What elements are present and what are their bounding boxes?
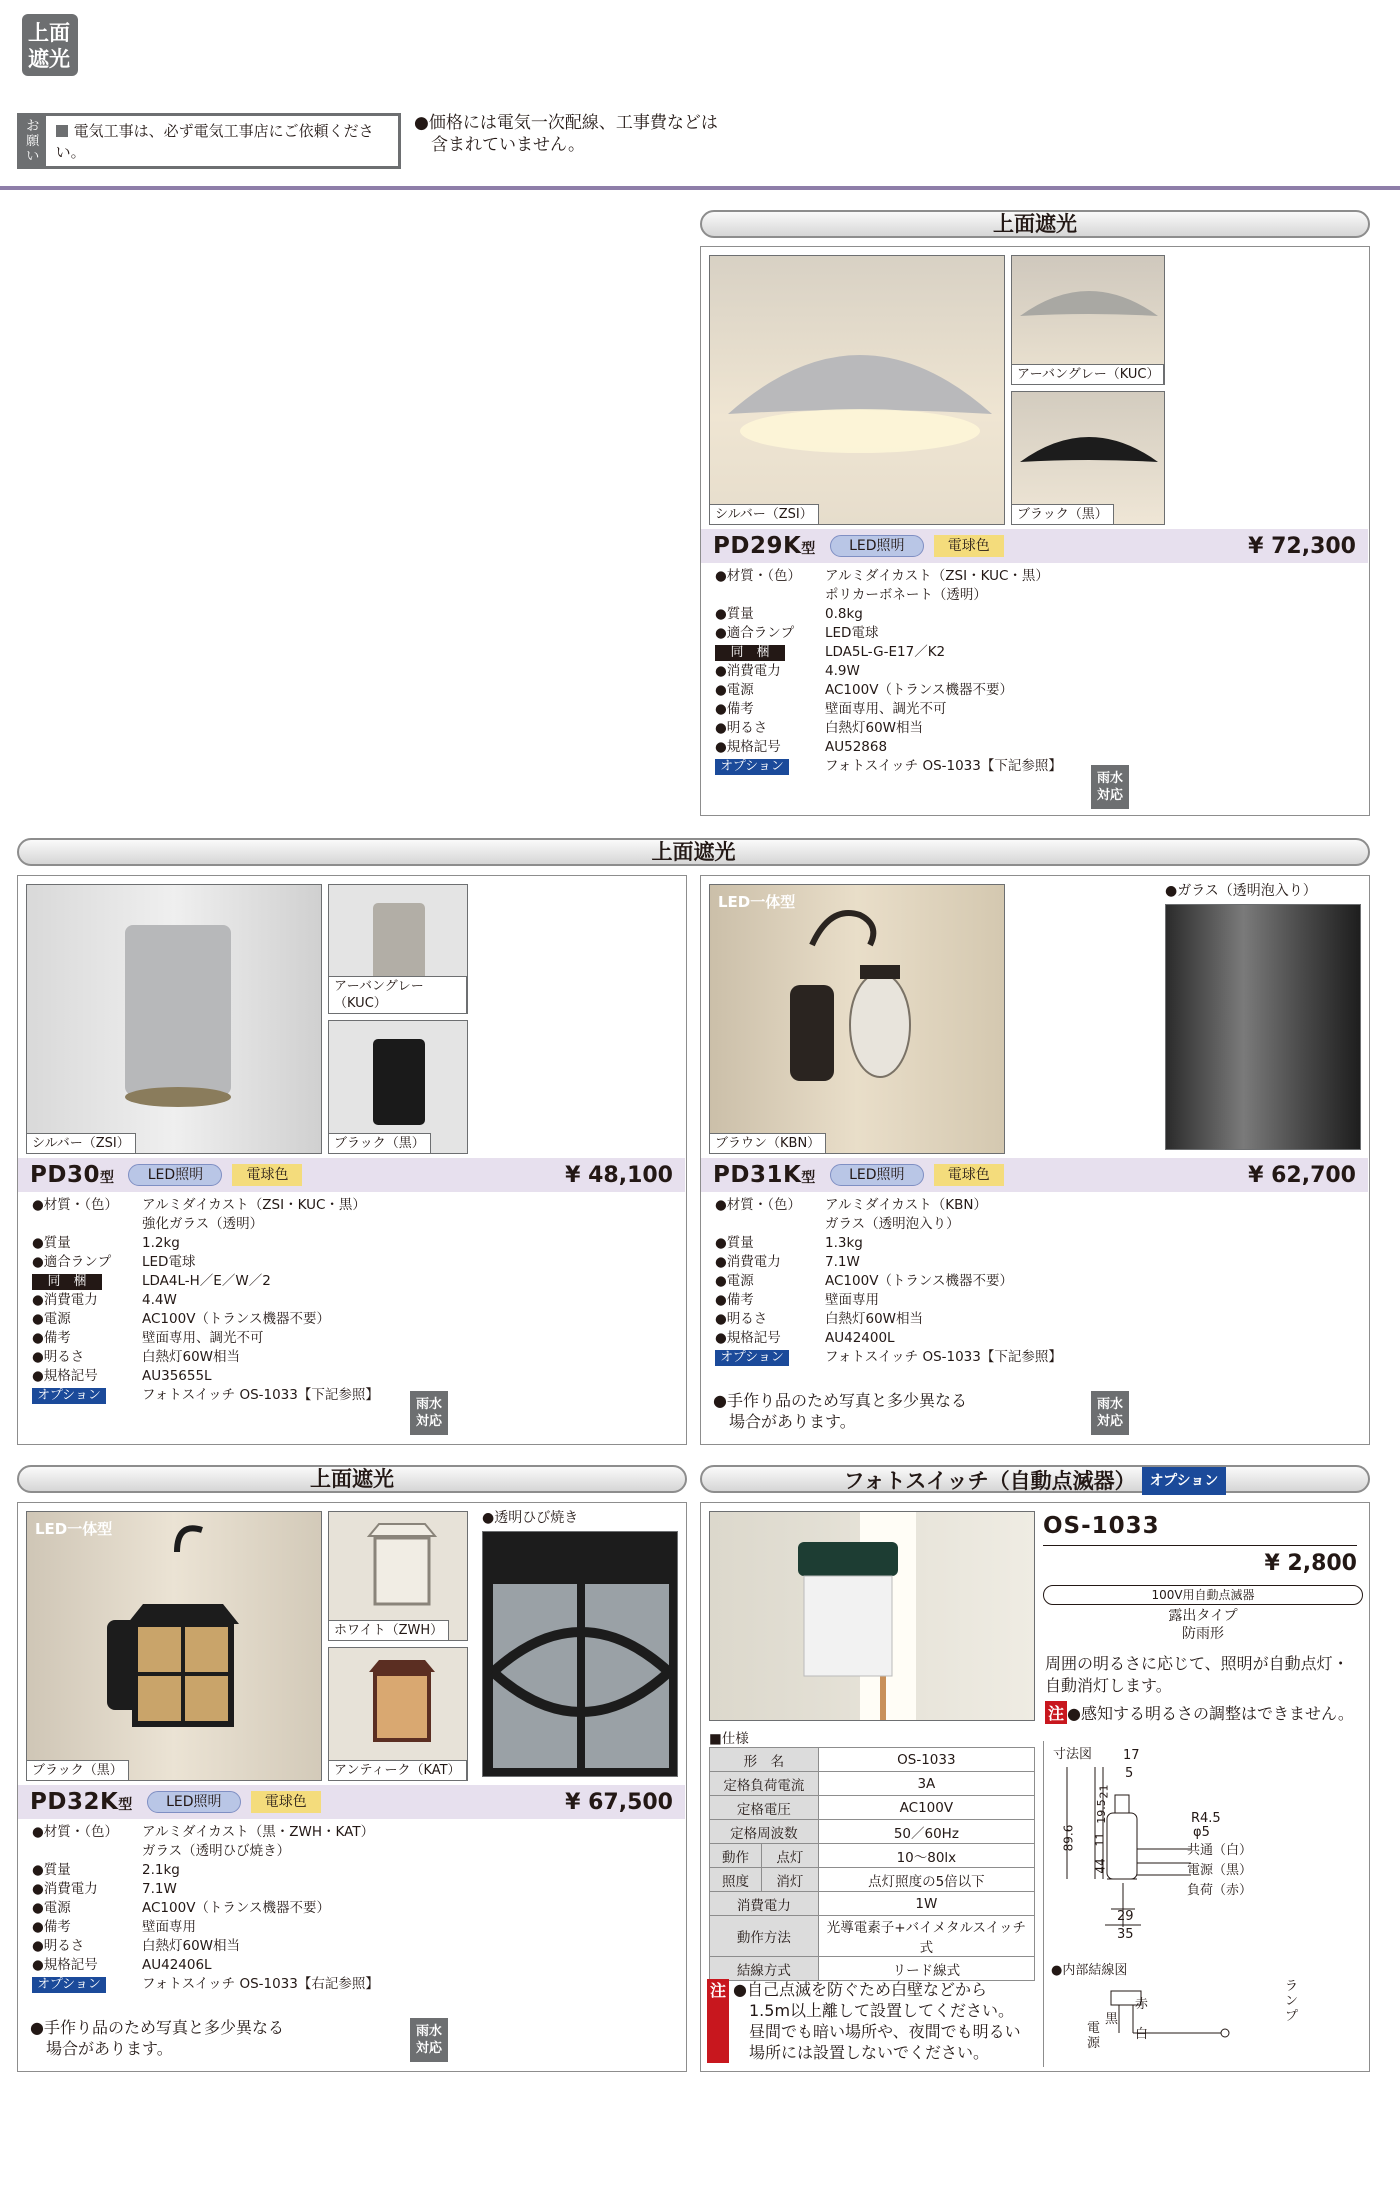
spec-key: ●電源 bbox=[715, 1273, 754, 1289]
spec-row bbox=[715, 1234, 1155, 1253]
wire-list bbox=[1187, 1841, 1252, 1901]
spec-row bbox=[32, 1291, 472, 1310]
spec-key: ●規格記号 bbox=[715, 1330, 781, 1346]
spec-key: ●明るさ bbox=[715, 720, 768, 736]
lamp-dome-icon bbox=[710, 256, 1005, 525]
spec-row bbox=[715, 1272, 1155, 1291]
caution-mark: 注 bbox=[707, 1979, 729, 2063]
table-row bbox=[710, 1868, 1035, 1892]
spec-value: 2.1kg bbox=[142, 1862, 180, 1878]
spec-row bbox=[715, 643, 1155, 662]
spec-value: 4.9W bbox=[825, 663, 860, 679]
photo-pd29k-silver bbox=[709, 255, 1005, 525]
spec-key: ●明るさ bbox=[32, 1938, 85, 1954]
table-header-cell: 点灯 bbox=[762, 1844, 819, 1868]
table-header-cell: 消費電力 bbox=[710, 1892, 819, 1916]
spec-key: ●材質・（色） bbox=[32, 1824, 119, 1840]
handmade-note: ●手作り品のため写真と多少異なる 場合があります。 bbox=[713, 1391, 967, 1431]
photo-pd32k-black bbox=[26, 1511, 322, 1781]
table-cell: 10～80lx bbox=[818, 1844, 1034, 1868]
model-name: PD29K bbox=[713, 533, 802, 559]
spec-key: ●規格記号 bbox=[32, 1957, 98, 1973]
section-band-middle: 上面遮光 bbox=[17, 838, 1370, 866]
product-head: PD32K型 LED照明 電球色 ¥ 67,500 bbox=[18, 1785, 685, 1819]
rain-badge: 雨水 対応 bbox=[410, 2018, 448, 2062]
spec-value: 白熱灯60W相当 bbox=[825, 720, 924, 736]
spec-value: 4.4W bbox=[142, 1292, 177, 1308]
wiring-diagram bbox=[1101, 1981, 1301, 2061]
spec-row bbox=[32, 1956, 472, 1975]
wire-white: 白 bbox=[1135, 2027, 1149, 2042]
wiring-title: ●内部結線図 bbox=[1051, 1963, 1128, 1978]
spec-row bbox=[32, 1937, 472, 1956]
spec-row bbox=[32, 1367, 472, 1386]
spec-key: ●備考 bbox=[32, 1330, 71, 1346]
caption: ブラック（黒） bbox=[329, 1133, 431, 1153]
bulb-color-badge: 電球色 bbox=[232, 1164, 302, 1186]
spec-key: ●消費電力 bbox=[715, 663, 781, 679]
product-head: PD29K型 LED照明 電球色 ¥ 72,300 bbox=[701, 529, 1368, 563]
handmade-note: ●手作り品のため写真と多少異なる 場合があります。 bbox=[30, 2018, 284, 2058]
spec-row bbox=[715, 1329, 1155, 1348]
caption: アンティーク（KAT） bbox=[329, 1760, 467, 1780]
photo-pd32k-antique bbox=[328, 1647, 468, 1781]
spec-value: 白熱灯60W相当 bbox=[142, 1349, 241, 1365]
spec-list bbox=[32, 1196, 472, 1405]
spec-key: ●明るさ bbox=[32, 1349, 85, 1365]
panel-os1033 bbox=[700, 1502, 1370, 2072]
caution-mark: 注 bbox=[1045, 1701, 1067, 1724]
caption: アーバングレー（KUC） bbox=[329, 976, 467, 1013]
spec-row bbox=[32, 1861, 472, 1880]
spec-value: アルミダイカスト（ZSI・KUC・黒） ポリカーボネート（透明） bbox=[825, 568, 1049, 603]
spec-key: 同 梱 bbox=[32, 1274, 102, 1290]
spec-value: 1.3kg bbox=[825, 1235, 863, 1251]
lantern-icon bbox=[27, 1512, 322, 1781]
spec-key: オプション bbox=[715, 759, 789, 775]
table-row bbox=[710, 1916, 1035, 1957]
spec-row bbox=[715, 700, 1155, 719]
dim-21: 21 bbox=[1097, 1784, 1111, 1799]
spec-key: ●質量 bbox=[715, 1235, 754, 1251]
product-head: PD31K型 LED照明 電球色 ¥ 62,700 bbox=[701, 1158, 1368, 1192]
dim-44: 44 bbox=[1093, 1858, 1108, 1874]
table-header-cell: 動作 bbox=[710, 1844, 762, 1868]
notice-box bbox=[17, 113, 401, 169]
table-header-cell: 定格電圧 bbox=[710, 1796, 819, 1820]
spec-heading: ■仕様 bbox=[709, 1731, 749, 1747]
spec-list bbox=[715, 567, 1155, 776]
led-badge: LED照明 bbox=[128, 1164, 222, 1186]
type-lines: 露出タイプ 防雨形 bbox=[1168, 1608, 1238, 1642]
section-band-bottom-right: フォトスイッチ（自動点滅器） オプション bbox=[700, 1465, 1370, 1493]
rain-badge: 雨水 対応 bbox=[1091, 765, 1129, 809]
lamp-cylinder-icon bbox=[27, 885, 322, 1154]
notice-tab: お願い bbox=[20, 116, 46, 166]
rain-badge: 雨水 対応 bbox=[410, 1391, 448, 1435]
price: ¥ 48,100 bbox=[565, 1162, 673, 1188]
table-cell: 1W bbox=[818, 1892, 1034, 1916]
type-box: 100V用自動点滅器 bbox=[1043, 1585, 1363, 1605]
spec-value: 白熱灯60W相当 bbox=[825, 1311, 924, 1327]
table-row bbox=[710, 1796, 1035, 1820]
spec-value: AU35655L bbox=[142, 1368, 212, 1384]
table-cell: 点灯照度の5倍以下 bbox=[818, 1868, 1034, 1892]
notice-text: 電気工事は、必ず電気工事店にご依頼ください。 bbox=[55, 122, 374, 161]
section-band-bottom-left: 上面遮光 bbox=[17, 1465, 687, 1493]
spec-value: フォトスイッチ OS-1033【右記参照】 bbox=[142, 1976, 379, 1992]
table-cell: 光導電素子+バイメタルスイッチ式 bbox=[818, 1916, 1034, 1957]
spec-value: 壁面専用、調光不可 bbox=[825, 701, 947, 717]
caption: シルバー（ZSI） bbox=[27, 1133, 136, 1153]
caption: ホワイト（ZWH） bbox=[329, 1620, 449, 1640]
spec-value: AC100V（トランス機器不要） bbox=[142, 1900, 331, 1916]
table-cell: AC100V bbox=[818, 1796, 1034, 1820]
table-header-cell: 消灯 bbox=[762, 1868, 819, 1892]
panel-pd30 bbox=[17, 875, 687, 1445]
spec-key: ●電源 bbox=[715, 682, 754, 698]
spec-key: ●質量 bbox=[32, 1862, 71, 1878]
spec-table bbox=[709, 1747, 1035, 1981]
table-row bbox=[710, 1820, 1035, 1844]
caption: ブラウン（KBN） bbox=[710, 1133, 826, 1153]
square-icon bbox=[56, 125, 68, 137]
spec-row bbox=[32, 1272, 472, 1291]
glass-label: ●ガラス（透明泡入り） bbox=[1165, 883, 1317, 899]
table-header-cell: 形 名 bbox=[710, 1748, 819, 1772]
spec-row bbox=[715, 567, 1155, 605]
spec-row bbox=[715, 624, 1155, 643]
spec-value: 壁面専用 bbox=[825, 1292, 879, 1308]
price: ¥ 62,700 bbox=[1248, 1162, 1356, 1188]
spec-key: ●備考 bbox=[715, 1292, 754, 1308]
photo-pd30-gray bbox=[328, 884, 468, 1014]
panel-pd31k bbox=[700, 875, 1370, 1445]
table-header-cell: 動作方法 bbox=[710, 1916, 819, 1957]
caption: シルバー（ZSI） bbox=[710, 504, 819, 524]
rain-badge: 雨水 対応 bbox=[1091, 1391, 1129, 1435]
price: ¥ 72,300 bbox=[1248, 533, 1356, 559]
table-cell: OS-1033 bbox=[818, 1748, 1034, 1772]
spec-value: 7.1W bbox=[142, 1881, 177, 1897]
spec-key: ●質量 bbox=[32, 1235, 71, 1251]
caution-text: ●感知する明るさの調整はできません。 bbox=[1067, 1704, 1354, 1723]
spec-row bbox=[32, 1234, 472, 1253]
spec-value: AC100V（トランス機器不要） bbox=[142, 1311, 331, 1327]
table-header-cell: 定格周波数 bbox=[710, 1820, 819, 1844]
install-note: ●自己点滅を防ぐため白壁などから 1.5m以上離して設置してください。 昼間でも暗い場所や、夜間でも明るい 場所には設置しないでください。 bbox=[733, 1980, 1021, 2062]
glass-label: ●透明ひび焼き bbox=[482, 1510, 579, 1526]
led-badge: LED照明 bbox=[830, 1164, 924, 1186]
spec-row bbox=[715, 681, 1155, 700]
spec-key: オプション bbox=[32, 1977, 106, 1993]
table-header-cell: 定格負荷電流 bbox=[710, 1772, 819, 1796]
price: ¥ 67,500 bbox=[565, 1789, 673, 1815]
photo-pd31k-glass bbox=[1165, 904, 1361, 1150]
dim-35: 35 bbox=[1117, 1927, 1134, 1942]
wire-label: 共通（白） bbox=[1187, 1843, 1253, 1858]
dim-17: 17 bbox=[1123, 1748, 1140, 1763]
option-badge: オプション bbox=[1142, 1467, 1227, 1495]
spec-row bbox=[32, 1975, 472, 1994]
lamp-label: ラ ン プ bbox=[1285, 1979, 1299, 2024]
spec-row bbox=[32, 1196, 472, 1234]
photo-os1033 bbox=[709, 1511, 1035, 1721]
price-note: ●価格には電気一次配線、工事費などは 含まれていません。 bbox=[414, 113, 718, 155]
spec-value: アルミダイカスト（KBN） ガラス（透明泡入り） bbox=[825, 1197, 987, 1232]
dimension-title: 寸法図 bbox=[1053, 1747, 1093, 1762]
spec-key: ●材質・（色） bbox=[715, 568, 802, 584]
spec-value: アルミダイカスト（ZSI・KUC・黒） 強化ガラス（透明） bbox=[142, 1197, 366, 1232]
spec-value: 0.8kg bbox=[825, 606, 863, 622]
spec-value: LED電球 bbox=[825, 625, 879, 641]
spec-key: 同 梱 bbox=[715, 645, 785, 661]
spec-value: AU52868 bbox=[825, 739, 888, 755]
panel-pd29k bbox=[700, 246, 1370, 816]
spec-value: 7.1W bbox=[825, 1254, 860, 1270]
led-integrated-label: LED一体型 bbox=[718, 893, 796, 911]
table-cell: 3A bbox=[818, 1772, 1034, 1796]
spec-key: ●明るさ bbox=[715, 1311, 768, 1327]
spec-value: 壁面専用、調光不可 bbox=[142, 1330, 264, 1346]
power-label: 電 源 bbox=[1087, 2021, 1101, 2051]
spec-row bbox=[32, 1918, 472, 1937]
spec-row bbox=[32, 1348, 472, 1367]
category-tag: 上面 遮光 bbox=[22, 14, 78, 76]
description: 周囲の明るさに応じて、照明が自動点灯・ 自動消灯します。 bbox=[1045, 1654, 1349, 1695]
model-name: OS-1033 bbox=[1043, 1513, 1160, 1539]
spec-value: 壁面専用 bbox=[142, 1919, 196, 1935]
spec-list bbox=[32, 1823, 472, 1994]
photo-pd29k-gray bbox=[1011, 255, 1165, 385]
spec-value: LDA5L-G-E17／K2 bbox=[825, 644, 946, 660]
spec-row bbox=[32, 1253, 472, 1272]
photo-pd30-silver bbox=[26, 884, 322, 1154]
spec-key: ●電源 bbox=[32, 1900, 71, 1916]
spec-key: ●備考 bbox=[32, 1919, 71, 1935]
dim-r4-5: R4.5 bbox=[1191, 1811, 1221, 1826]
photo-pd29k-black bbox=[1011, 391, 1165, 525]
spec-value: LDA4L-H／E／W／2 bbox=[142, 1273, 271, 1289]
caption: アーバングレー（KUC） bbox=[1012, 364, 1164, 384]
spec-value: フォトスイッチ OS-1033【下記参照】 bbox=[825, 758, 1062, 774]
caption: ブラック（黒） bbox=[1012, 504, 1114, 524]
spec-key: ●質量 bbox=[715, 606, 754, 622]
dim-89-6: 89.6 bbox=[1061, 1824, 1076, 1852]
wire-black: 黒 bbox=[1105, 2012, 1119, 2027]
table-row bbox=[710, 1892, 1035, 1916]
spec-row bbox=[32, 1310, 472, 1329]
dim-11: 11 bbox=[1093, 1832, 1107, 1847]
table-header-cell: 結線方式 bbox=[710, 1957, 819, 1981]
lantern-glass-icon bbox=[483, 1532, 678, 1777]
spec-key: オプション bbox=[715, 1350, 789, 1366]
spec-key: ●規格記号 bbox=[32, 1368, 98, 1384]
product-head: PD30型 LED照明 電球色 ¥ 48,100 bbox=[18, 1158, 685, 1192]
spec-row bbox=[32, 1823, 472, 1861]
spec-value: AU42400L bbox=[825, 1330, 895, 1346]
dim-5: 5 bbox=[1125, 1766, 1134, 1781]
spec-row bbox=[715, 719, 1155, 738]
panel-pd32k bbox=[17, 1502, 687, 2072]
spec-row bbox=[715, 605, 1155, 624]
table-row bbox=[710, 1748, 1035, 1772]
wire-red: 赤 bbox=[1135, 1997, 1149, 2012]
model-name: PD32K bbox=[30, 1789, 119, 1815]
spec-key: ●消費電力 bbox=[32, 1881, 98, 1897]
spec-key: ●材質・（色） bbox=[715, 1197, 802, 1213]
spec-value: AU42406L bbox=[142, 1957, 212, 1973]
spec-key: ●規格記号 bbox=[715, 739, 781, 755]
bulb-color-badge: 電球色 bbox=[251, 1791, 321, 1813]
led-badge: LED照明 bbox=[830, 535, 924, 557]
spec-key: ●電源 bbox=[32, 1311, 71, 1327]
led-badge: LED照明 bbox=[147, 1791, 241, 1813]
photo-pd30-black bbox=[328, 1020, 468, 1154]
spec-row bbox=[715, 757, 1155, 776]
spec-key: ●消費電力 bbox=[715, 1254, 781, 1270]
spec-value: アルミダイカスト（黒・ZWH・KAT） ガラス（透明ひび焼き） bbox=[142, 1824, 375, 1859]
lantern-icon bbox=[710, 885, 1005, 1154]
spec-value: AC100V（トランス機器不要） bbox=[825, 1273, 1014, 1289]
spec-row bbox=[715, 662, 1155, 681]
bulb-color-badge: 電球色 bbox=[934, 535, 1004, 557]
dim-29: 29 bbox=[1117, 1909, 1134, 1924]
dim-phi5: φ5 bbox=[1193, 1825, 1210, 1840]
spec-row bbox=[715, 1253, 1155, 1272]
spec-key: ●備考 bbox=[715, 701, 754, 717]
wire-label: 負荷（赤） bbox=[1187, 1883, 1253, 1898]
table-cell: リード線式 bbox=[818, 1957, 1034, 1981]
table-cell: 50／60Hz bbox=[818, 1820, 1034, 1844]
table-row bbox=[710, 1772, 1035, 1796]
photo-pd31k bbox=[709, 884, 1005, 1154]
spec-key: オプション bbox=[32, 1388, 106, 1404]
spec-row bbox=[32, 1899, 472, 1918]
caption: ブラック（黒） bbox=[27, 1760, 129, 1780]
dim-19-5: 19.5 bbox=[1094, 1799, 1108, 1824]
spec-row bbox=[32, 1386, 472, 1405]
bulb-color-badge: 電球色 bbox=[934, 1164, 1004, 1186]
photo-pd32k-glass bbox=[482, 1531, 678, 1777]
model-name: PD30 bbox=[30, 1162, 100, 1188]
spec-row bbox=[32, 1880, 472, 1899]
spec-row bbox=[715, 1196, 1155, 1234]
spec-key: ●適合ランプ bbox=[715, 625, 795, 641]
spec-row bbox=[32, 1329, 472, 1348]
photo-pd32k-white bbox=[328, 1511, 468, 1641]
led-integrated-label: LED一体型 bbox=[35, 1520, 113, 1538]
wire-label: 電源（黒） bbox=[1187, 1863, 1253, 1878]
spec-value: 1.2kg bbox=[142, 1235, 180, 1251]
spec-value: LED電球 bbox=[142, 1254, 196, 1270]
spec-key: ●材質・（色） bbox=[32, 1197, 119, 1213]
spec-row bbox=[715, 1291, 1155, 1310]
table-header-cell: 照度 bbox=[710, 1868, 762, 1892]
spec-row bbox=[715, 1310, 1155, 1329]
spec-key: ●消費電力 bbox=[32, 1292, 98, 1308]
spec-value: フォトスイッチ OS-1033【下記参照】 bbox=[142, 1387, 379, 1403]
divider bbox=[0, 186, 1400, 190]
model-name: PD31K bbox=[713, 1162, 802, 1188]
price: ¥ 2,800 bbox=[1264, 1551, 1357, 1576]
spec-list bbox=[715, 1196, 1155, 1367]
section-band-top: 上面遮光 bbox=[700, 210, 1370, 238]
spec-row bbox=[715, 1348, 1155, 1367]
spec-row bbox=[715, 738, 1155, 757]
spec-value: 白熱灯60W相当 bbox=[142, 1938, 241, 1954]
spec-key: ●適合ランプ bbox=[32, 1254, 112, 1270]
photo-switch-icon bbox=[710, 1512, 1035, 1721]
spec-value: フォトスイッチ OS-1033【下記参照】 bbox=[825, 1349, 1062, 1365]
spec-value: AC100V（トランス機器不要） bbox=[825, 682, 1014, 698]
table-row bbox=[710, 1957, 1035, 1981]
table-row bbox=[710, 1844, 1035, 1868]
